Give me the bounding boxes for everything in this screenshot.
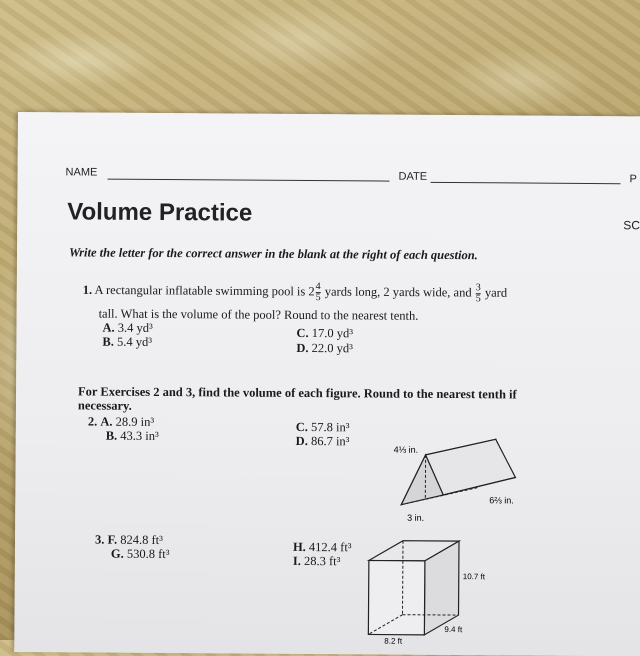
- prism-base-label: 3 in.: [407, 513, 424, 523]
- q1-choice-b[interactable]: B. 5.4 yd³: [102, 335, 152, 349]
- prism-height-label: 4⅓ in.: [394, 445, 419, 455]
- q1-choice-a[interactable]: A. 3.4 yd³: [102, 321, 152, 335]
- question-1-text-c: yard: [485, 286, 507, 300]
- q3-choice-h[interactable]: H. 412.4 ft³: [293, 540, 352, 554]
- q2-choice-d[interactable]: D. 86.7 in³: [296, 434, 350, 448]
- exercises-intro-line-2: necessary.: [78, 398, 132, 412]
- fraction-three-fifths: $\frac{3}{5}$: [476, 283, 481, 304]
- rectangular-prism-figure: [362, 534, 513, 645]
- question-1-number: 1.: [83, 283, 92, 297]
- box-height-label: 10.7 ft: [463, 572, 486, 581]
- name-label: NAME: [66, 166, 98, 178]
- question-1-text-b: yards long, 2 yards wide, and: [325, 285, 472, 300]
- worksheet-paper: [14, 112, 640, 656]
- period-label-cut: P: [630, 173, 637, 185]
- date-label: DATE: [399, 171, 428, 183]
- prism-length-label: 6⅔ in.: [489, 495, 514, 505]
- date-blank[interactable]: [431, 182, 621, 184]
- score-label-cut: SC: [623, 218, 640, 232]
- question-1-text-a: A rectangular inflatable swimming pool is 2: [95, 283, 315, 299]
- exercises-intro-line-1: For Exercises 2 and 3, find the volume of each figure. Round to the nearest tenth if: [78, 384, 517, 401]
- page-title: Volume Practice: [67, 198, 252, 227]
- box-width-label: 8.2 ft: [384, 637, 403, 646]
- name-blank[interactable]: [108, 179, 390, 182]
- question-1-line-1: [83, 280, 507, 304]
- q1-choice-c[interactable]: C. 17.0 yd³: [296, 326, 353, 340]
- question-1-line-2: tall. What is the volume of the pool? Round to the nearest tenth.: [99, 307, 419, 323]
- q2-choice-b[interactable]: B. 43.3 in³: [106, 429, 159, 443]
- q3-choice-f[interactable]: 3. F. 824.8 ft³: [95, 533, 163, 547]
- q2-choice-c[interactable]: C. 57.8 in³: [296, 420, 350, 434]
- instructions: Write the letter for the correct answer in the blank at the right of each question.: [69, 245, 478, 263]
- q2-choice-a[interactable]: 2. A. 28.9 in³: [88, 414, 154, 428]
- q3-choice-g[interactable]: G. 530.8 ft³: [111, 547, 170, 561]
- box-depth-label: 9.4 ft: [444, 625, 463, 634]
- q3-choice-i[interactable]: I. 28.3 ft³: [293, 554, 341, 568]
- fraction-four-fifths: $\frac{4}{5}$: [316, 282, 321, 303]
- q1-choice-d[interactable]: D. 22.0 yd³: [296, 341, 353, 355]
- triangular-prism-figure: [385, 433, 536, 530]
